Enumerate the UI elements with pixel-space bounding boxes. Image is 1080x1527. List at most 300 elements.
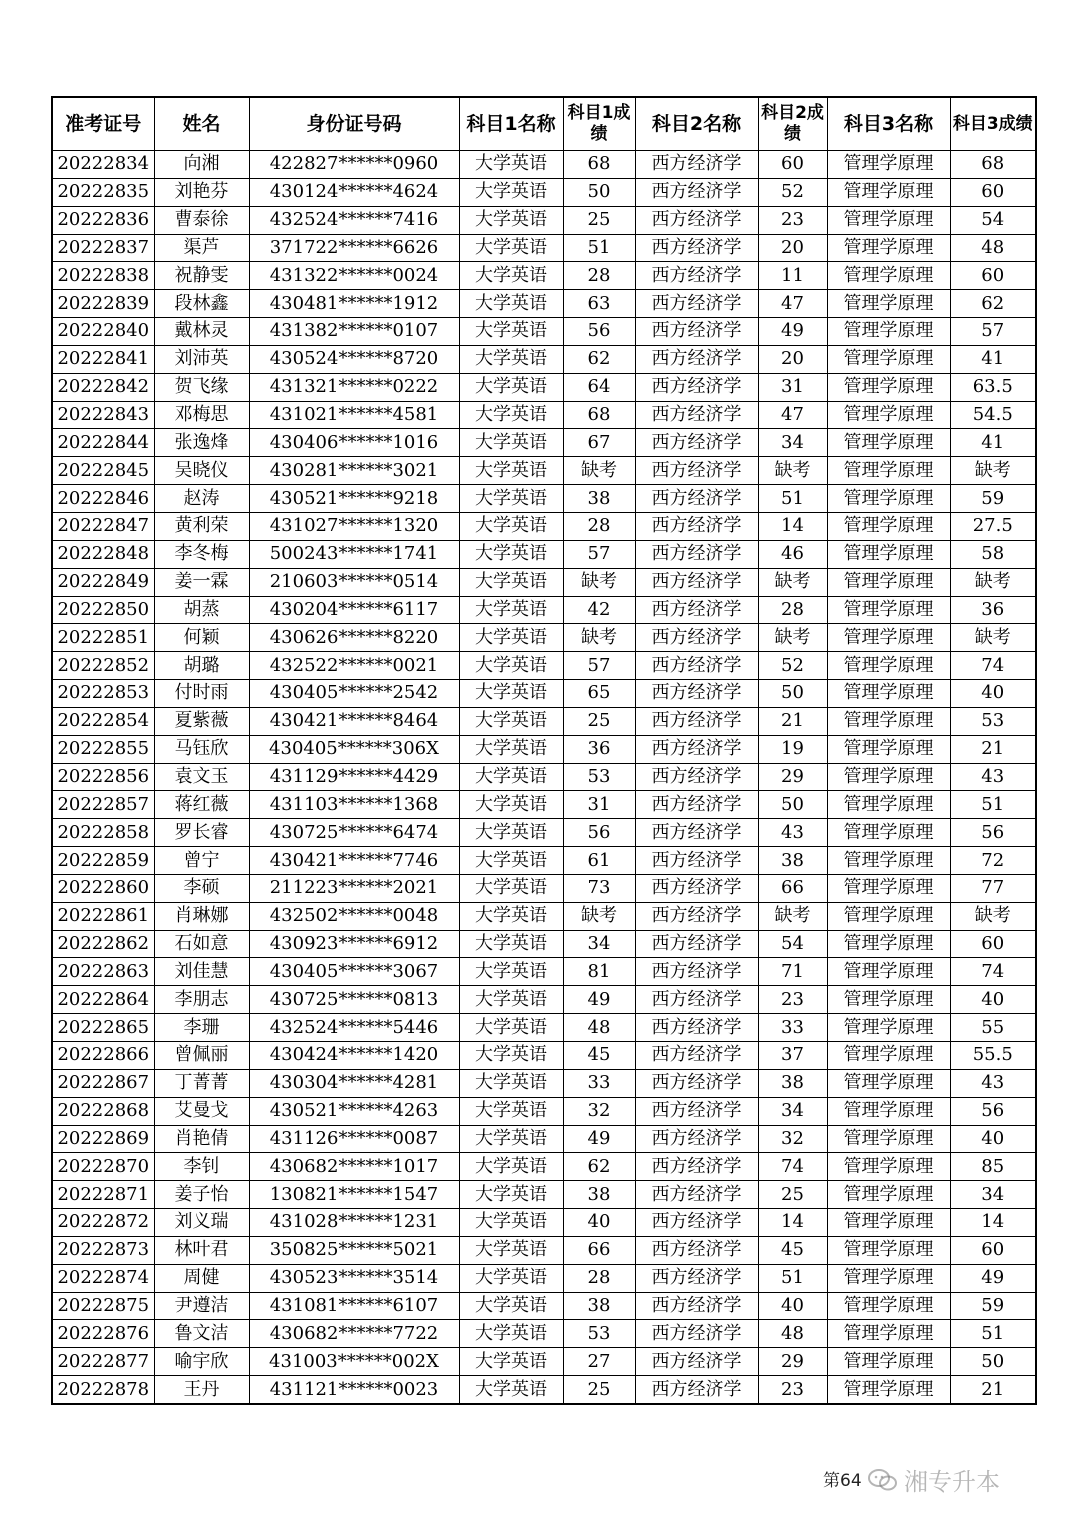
- cell-exam-id: 20222851: [52, 624, 154, 652]
- table-row: [52, 318, 1036, 346]
- cell-subject2-score: 缺考: [758, 624, 827, 652]
- cell-subject3-name: 管理学原理: [827, 206, 950, 234]
- cell-id-number: 430725******0813: [249, 986, 459, 1014]
- cell-subject1-score: 28: [563, 1264, 635, 1292]
- cell-subject2-score: 52: [758, 178, 827, 206]
- cell-subject2-name: 西方经济学: [635, 624, 758, 652]
- cell-id-number: 432524******5446: [249, 1014, 459, 1042]
- cell-subject3-name: 管理学原理: [827, 373, 950, 401]
- table-row: [52, 1069, 1036, 1097]
- cell-name: 刘义瑞: [154, 1209, 249, 1237]
- cell-subject1-name: 大学英语: [459, 234, 563, 262]
- cell-name: 渠芦: [154, 234, 249, 262]
- cell-subject3-score: 14: [950, 1209, 1036, 1237]
- cell-subject3-score: 60: [950, 930, 1036, 958]
- cell-subject1-score: 62: [563, 1153, 635, 1181]
- cell-subject1-name: 大学英语: [459, 373, 563, 401]
- cell-subject2-score: 20: [758, 234, 827, 262]
- cell-subject1-score: 34: [563, 930, 635, 958]
- header-id-number: 身份证号码: [249, 97, 459, 151]
- cell-exam-id: 20222873: [52, 1236, 154, 1264]
- cell-name: 石如意: [154, 930, 249, 958]
- cell-id-number: 430405******2542: [249, 680, 459, 708]
- cell-subject2-name: 西方经济学: [635, 902, 758, 930]
- header-subject2-score: 科目2成绩: [758, 97, 827, 151]
- cell-exam-id: 20222854: [52, 707, 154, 735]
- cell-name: 祝静雯: [154, 262, 249, 290]
- cell-subject3-name: 管理学原理: [827, 318, 950, 346]
- cell-subject1-name: 大学英语: [459, 707, 563, 735]
- cell-subject2-score: 29: [758, 763, 827, 791]
- cell-subject2-score: 74: [758, 1153, 827, 1181]
- cell-name: 李钊: [154, 1153, 249, 1181]
- cell-name: 贺飞缘: [154, 373, 249, 401]
- cell-subject1-score: 缺考: [563, 902, 635, 930]
- cell-exam-id: 20222841: [52, 345, 154, 373]
- cell-subject2-score: 20: [758, 345, 827, 373]
- cell-id-number: 430481******1912: [249, 290, 459, 318]
- cell-exam-id: 20222860: [52, 874, 154, 902]
- cell-subject1-name: 大学英语: [459, 791, 563, 819]
- cell-subject2-score: 50: [758, 680, 827, 708]
- cell-exam-id: 20222840: [52, 318, 154, 346]
- cell-id-number: 432522******0021: [249, 652, 459, 680]
- cell-subject2-name: 西方经济学: [635, 735, 758, 763]
- cell-subject2-name: 西方经济学: [635, 1181, 758, 1209]
- cell-subject2-name: 西方经济学: [635, 540, 758, 568]
- cell-id-number: 430725******6474: [249, 819, 459, 847]
- cell-name: 付时雨: [154, 680, 249, 708]
- cell-subject1-score: 45: [563, 1042, 635, 1070]
- watermark-text: 湘专升本: [904, 1468, 1000, 1496]
- cell-subject2-name: 西方经济学: [635, 345, 758, 373]
- cell-subject1-name: 大学英语: [459, 735, 563, 763]
- cell-id-number: 130821******1547: [249, 1181, 459, 1209]
- table-row: [52, 429, 1036, 457]
- cell-subject3-name: 管理学原理: [827, 958, 950, 986]
- cell-subject1-name: 大学英语: [459, 1125, 563, 1153]
- cell-subject1-score: 57: [563, 540, 635, 568]
- cell-subject3-score: 50: [950, 1348, 1036, 1376]
- cell-subject1-name: 大学英语: [459, 568, 563, 596]
- cell-subject3-name: 管理学原理: [827, 819, 950, 847]
- cell-id-number: 431121******0023: [249, 1376, 459, 1404]
- cell-subject3-name: 管理学原理: [827, 1236, 950, 1264]
- cell-id-number: 430421******8464: [249, 707, 459, 735]
- cell-subject3-score: 60: [950, 262, 1036, 290]
- cell-exam-id: 20222843: [52, 401, 154, 429]
- cell-subject3-name: 管理学原理: [827, 624, 950, 652]
- table-row: [52, 1348, 1036, 1376]
- cell-exam-id: 20222835: [52, 178, 154, 206]
- cell-exam-id: 20222866: [52, 1042, 154, 1070]
- cell-id-number: 500243******1741: [249, 540, 459, 568]
- cell-name: 何颖: [154, 624, 249, 652]
- cell-id-number: 430421******7746: [249, 847, 459, 875]
- cell-exam-id: 20222872: [52, 1209, 154, 1237]
- page-number: 第64: [823, 1471, 862, 1491]
- cell-subject2-score: 50: [758, 791, 827, 819]
- cell-id-number: 430405******306X: [249, 735, 459, 763]
- header-subject2-name: 科目2名称: [635, 97, 758, 151]
- cell-subject3-score: 缺考: [950, 457, 1036, 485]
- cell-subject2-score: 34: [758, 429, 827, 457]
- cell-subject1-name: 大学英语: [459, 1292, 563, 1320]
- cell-subject2-score: 66: [758, 874, 827, 902]
- table-row: [52, 540, 1036, 568]
- cell-name: 李朋志: [154, 986, 249, 1014]
- cell-name: 戴林灵: [154, 318, 249, 346]
- header-subject3-score: 科目3成绩: [950, 97, 1036, 151]
- cell-subject1-score: 65: [563, 680, 635, 708]
- cell-subject2-score: 23: [758, 986, 827, 1014]
- cell-subject2-score: 71: [758, 958, 827, 986]
- table-row: [52, 262, 1036, 290]
- cell-name: 姜子怡: [154, 1181, 249, 1209]
- cell-exam-id: 20222859: [52, 847, 154, 875]
- table-row: [52, 958, 1036, 986]
- cell-subject1-score: 67: [563, 429, 635, 457]
- cell-subject2-score: 14: [758, 1209, 827, 1237]
- table-row: [52, 847, 1036, 875]
- cell-subject3-name: 管理学原理: [827, 1376, 950, 1404]
- cell-subject1-name: 大学英语: [459, 540, 563, 568]
- cell-subject2-score: 33: [758, 1014, 827, 1042]
- cell-subject2-score: 48: [758, 1320, 827, 1348]
- wechat-icon: [868, 1468, 898, 1492]
- cell-subject2-name: 西方经济学: [635, 568, 758, 596]
- table-row: [52, 290, 1036, 318]
- cell-id-number: 431321******0222: [249, 373, 459, 401]
- cell-subject3-score: 40: [950, 680, 1036, 708]
- cell-name: 曹泰徐: [154, 206, 249, 234]
- cell-id-number: 430424******1420: [249, 1042, 459, 1070]
- cell-subject1-name: 大学英语: [459, 1097, 563, 1125]
- cell-subject2-score: 11: [758, 262, 827, 290]
- cell-subject3-score: 缺考: [950, 902, 1036, 930]
- cell-name: 刘佳慧: [154, 958, 249, 986]
- cell-subject1-name: 大学英语: [459, 151, 563, 179]
- table-row: [52, 373, 1036, 401]
- cell-subject2-score: 23: [758, 1376, 827, 1404]
- cell-subject2-score: 23: [758, 206, 827, 234]
- cell-subject3-score: 43: [950, 763, 1036, 791]
- cell-subject2-name: 西方经济学: [635, 512, 758, 540]
- cell-subject2-name: 西方经济学: [635, 930, 758, 958]
- cell-subject3-name: 管理学原理: [827, 345, 950, 373]
- cell-subject3-name: 管理学原理: [827, 791, 950, 819]
- cell-id-number: 430523******3514: [249, 1264, 459, 1292]
- cell-subject3-score: 85: [950, 1153, 1036, 1181]
- cell-subject3-name: 管理学原理: [827, 930, 950, 958]
- cell-subject3-score: 68: [950, 151, 1036, 179]
- table-body: [52, 151, 1036, 1404]
- cell-id-number: 431027******1320: [249, 512, 459, 540]
- cell-exam-id: 20222849: [52, 568, 154, 596]
- cell-subject1-score: 73: [563, 874, 635, 902]
- cell-name: 鲁文洁: [154, 1320, 249, 1348]
- cell-name: 罗长睿: [154, 819, 249, 847]
- cell-exam-id: 20222838: [52, 262, 154, 290]
- cell-subject1-score: 31: [563, 791, 635, 819]
- cell-subject2-score: 缺考: [758, 902, 827, 930]
- cell-name: 曾佩丽: [154, 1042, 249, 1070]
- cell-subject3-name: 管理学原理: [827, 1264, 950, 1292]
- cell-id-number: 430626******8220: [249, 624, 459, 652]
- cell-subject1-name: 大学英语: [459, 1153, 563, 1181]
- cell-subject2-name: 西方经济学: [635, 680, 758, 708]
- cell-subject2-score: 52: [758, 652, 827, 680]
- cell-subject1-score: 68: [563, 151, 635, 179]
- cell-subject1-score: 36: [563, 735, 635, 763]
- cell-subject3-name: 管理学原理: [827, 1125, 950, 1153]
- cell-subject2-score: 54: [758, 930, 827, 958]
- cell-subject1-name: 大学英语: [459, 457, 563, 485]
- table-row: [52, 791, 1036, 819]
- cell-subject1-name: 大学英语: [459, 930, 563, 958]
- cell-subject1-name: 大学英语: [459, 874, 563, 902]
- table-row: [52, 763, 1036, 791]
- cell-subject3-score: 40: [950, 986, 1036, 1014]
- cell-subject3-score: 54.5: [950, 401, 1036, 429]
- cell-subject3-score: 59: [950, 1292, 1036, 1320]
- table-row: [52, 1292, 1036, 1320]
- cell-subject2-score: 31: [758, 373, 827, 401]
- cell-name: 张逸烽: [154, 429, 249, 457]
- cell-subject2-name: 西方经济学: [635, 958, 758, 986]
- cell-subject2-score: 38: [758, 847, 827, 875]
- cell-id-number: 430682******7722: [249, 1320, 459, 1348]
- cell-exam-id: 20222853: [52, 680, 154, 708]
- cell-subject3-name: 管理学原理: [827, 1069, 950, 1097]
- cell-name: 李硕: [154, 874, 249, 902]
- cell-subject1-name: 大学英语: [459, 318, 563, 346]
- cell-subject1-name: 大学英语: [459, 401, 563, 429]
- cell-subject3-name: 管理学原理: [827, 1181, 950, 1209]
- cell-subject2-name: 西方经济学: [635, 652, 758, 680]
- cell-subject2-name: 西方经济学: [635, 707, 758, 735]
- cell-id-number: 430406******1016: [249, 429, 459, 457]
- table-row: [52, 345, 1036, 373]
- cell-subject3-name: 管理学原理: [827, 680, 950, 708]
- cell-subject3-score: 51: [950, 791, 1036, 819]
- cell-subject3-name: 管理学原理: [827, 401, 950, 429]
- cell-name: 向湘: [154, 151, 249, 179]
- cell-subject1-name: 大学英语: [459, 680, 563, 708]
- cell-subject1-score: 25: [563, 707, 635, 735]
- cell-name: 艾曼戈: [154, 1097, 249, 1125]
- cell-subject1-name: 大学英语: [459, 345, 563, 373]
- cell-name: 马钰欣: [154, 735, 249, 763]
- cell-subject1-name: 大学英语: [459, 1209, 563, 1237]
- cell-subject2-score: 14: [758, 512, 827, 540]
- table-row: [52, 1236, 1036, 1264]
- cell-subject1-score: 38: [563, 1292, 635, 1320]
- cell-name: 肖艳倩: [154, 1125, 249, 1153]
- cell-id-number: 211223******2021: [249, 874, 459, 902]
- cell-id-number: 430304******4281: [249, 1069, 459, 1097]
- cell-name: 夏紫薇: [154, 707, 249, 735]
- cell-subject2-name: 西方经济学: [635, 763, 758, 791]
- cell-subject1-score: 32: [563, 1097, 635, 1125]
- table-row: [52, 1264, 1036, 1292]
- cell-id-number: 431126******0087: [249, 1125, 459, 1153]
- cell-subject2-name: 西方经济学: [635, 874, 758, 902]
- cell-subject3-name: 管理学原理: [827, 1292, 950, 1320]
- cell-subject3-name: 管理学原理: [827, 986, 950, 1014]
- cell-subject2-name: 西方经济学: [635, 206, 758, 234]
- cell-subject2-name: 西方经济学: [635, 318, 758, 346]
- cell-subject3-name: 管理学原理: [827, 429, 950, 457]
- cell-subject2-name: 西方经济学: [635, 1292, 758, 1320]
- cell-id-number: 431322******0024: [249, 262, 459, 290]
- cell-subject1-name: 大学英语: [459, 1014, 563, 1042]
- cell-subject3-name: 管理学原理: [827, 847, 950, 875]
- cell-subject3-score: 40: [950, 1125, 1036, 1153]
- cell-id-number: 422827******0960: [249, 151, 459, 179]
- cell-id-number: 430405******3067: [249, 958, 459, 986]
- cell-name: 吴晓仪: [154, 457, 249, 485]
- cell-subject1-score: 51: [563, 234, 635, 262]
- cell-subject2-name: 西方经济学: [635, 1320, 758, 1348]
- cell-exam-id: 20222874: [52, 1264, 154, 1292]
- cell-name: 尹遵洁: [154, 1292, 249, 1320]
- table-row: [52, 735, 1036, 763]
- cell-exam-id: 20222868: [52, 1097, 154, 1125]
- cell-subject3-name: 管理学原理: [827, 568, 950, 596]
- cell-subject1-score: 61: [563, 847, 635, 875]
- cell-subject1-score: 62: [563, 345, 635, 373]
- cell-subject3-score: 74: [950, 958, 1036, 986]
- cell-id-number: 431103******1368: [249, 791, 459, 819]
- cell-exam-id: 20222836: [52, 206, 154, 234]
- cell-exam-id: 20222869: [52, 1125, 154, 1153]
- table-row: [52, 151, 1036, 179]
- cell-subject3-score: 72: [950, 847, 1036, 875]
- cell-exam-id: 20222850: [52, 596, 154, 624]
- cell-subject2-name: 西方经济学: [635, 1264, 758, 1292]
- cell-subject2-name: 西方经济学: [635, 1153, 758, 1181]
- cell-subject2-score: 缺考: [758, 568, 827, 596]
- cell-subject1-score: 38: [563, 1181, 635, 1209]
- cell-subject2-name: 西方经济学: [635, 1097, 758, 1125]
- cell-subject1-score: 57: [563, 652, 635, 680]
- cell-subject1-name: 大学英语: [459, 429, 563, 457]
- cell-id-number: 431028******1231: [249, 1209, 459, 1237]
- cell-subject2-score: 21: [758, 707, 827, 735]
- cell-subject1-name: 大学英语: [459, 958, 563, 986]
- cell-subject1-score: 63: [563, 290, 635, 318]
- cell-subject2-score: 43: [758, 819, 827, 847]
- cell-subject2-name: 西方经济学: [635, 1042, 758, 1070]
- table-row: [52, 401, 1036, 429]
- cell-subject2-name: 西方经济学: [635, 1014, 758, 1042]
- cell-name: 蒋红薇: [154, 791, 249, 819]
- cell-subject3-score: 41: [950, 429, 1036, 457]
- cell-subject2-name: 西方经济学: [635, 234, 758, 262]
- cell-subject3-score: 58: [950, 540, 1036, 568]
- cell-exam-id: 20222877: [52, 1348, 154, 1376]
- cell-subject3-score: 60: [950, 1236, 1036, 1264]
- cell-subject1-score: 56: [563, 318, 635, 346]
- header-subject1-name: 科目1名称: [459, 97, 563, 151]
- cell-subject2-score: 60: [758, 151, 827, 179]
- cell-subject2-name: 西方经济学: [635, 1125, 758, 1153]
- cell-subject3-name: 管理学原理: [827, 596, 950, 624]
- cell-name: 李珊: [154, 1014, 249, 1042]
- table-row: [52, 1209, 1036, 1237]
- cell-id-number: 210603******0514: [249, 568, 459, 596]
- cell-id-number: 371722******6626: [249, 234, 459, 262]
- cell-subject3-score: 缺考: [950, 568, 1036, 596]
- header-row: [52, 97, 1036, 151]
- cell-name: 赵涛: [154, 485, 249, 513]
- cell-exam-id: 20222847: [52, 512, 154, 540]
- cell-subject2-name: 西方经济学: [635, 429, 758, 457]
- cell-exam-id: 20222856: [52, 763, 154, 791]
- cell-subject3-score: 21: [950, 1376, 1036, 1404]
- cell-subject2-score: 51: [758, 1264, 827, 1292]
- table-row: [52, 707, 1036, 735]
- cell-subject2-score: 45: [758, 1236, 827, 1264]
- cell-subject2-score: 49: [758, 318, 827, 346]
- cell-exam-id: 20222878: [52, 1376, 154, 1404]
- table-row: [52, 1125, 1036, 1153]
- cell-subject3-score: 48: [950, 234, 1036, 262]
- cell-exam-id: 20222834: [52, 151, 154, 179]
- cell-id-number: 430521******9218: [249, 485, 459, 513]
- cell-subject1-score: 53: [563, 1320, 635, 1348]
- cell-subject1-name: 大学英语: [459, 652, 563, 680]
- table-row: [52, 819, 1036, 847]
- cell-subject1-name: 大学英语: [459, 1042, 563, 1070]
- cell-id-number: 431129******4429: [249, 763, 459, 791]
- cell-id-number: 431382******0107: [249, 318, 459, 346]
- cell-subject1-name: 大学英语: [459, 902, 563, 930]
- cell-subject2-score: 19: [758, 735, 827, 763]
- cell-subject1-score: 53: [563, 763, 635, 791]
- header-exam-id: 准考证号: [52, 97, 154, 151]
- cell-subject3-name: 管理学原理: [827, 902, 950, 930]
- cell-subject3-name: 管理学原理: [827, 485, 950, 513]
- table-row: [52, 930, 1036, 958]
- cell-subject2-name: 西方经济学: [635, 401, 758, 429]
- cell-subject2-score: 51: [758, 485, 827, 513]
- header-name: 姓名: [154, 97, 249, 151]
- table-row: [52, 457, 1036, 485]
- cell-id-number: 430524******8720: [249, 345, 459, 373]
- cell-subject1-score: 25: [563, 206, 635, 234]
- cell-subject3-score: 57: [950, 318, 1036, 346]
- cell-subject3-score: 27.5: [950, 512, 1036, 540]
- table-row: [52, 485, 1036, 513]
- cell-subject2-score: 34: [758, 1097, 827, 1125]
- cell-id-number: 430923******6912: [249, 930, 459, 958]
- cell-subject1-score: 28: [563, 512, 635, 540]
- cell-subject1-score: 42: [563, 596, 635, 624]
- cell-subject1-name: 大学英语: [459, 485, 563, 513]
- cell-name: 王丹: [154, 1376, 249, 1404]
- cell-subject2-name: 西方经济学: [635, 485, 758, 513]
- cell-subject3-name: 管理学原理: [827, 151, 950, 179]
- table-row: [52, 1376, 1036, 1404]
- cell-id-number: 431081******6107: [249, 1292, 459, 1320]
- cell-subject1-name: 大学英语: [459, 1320, 563, 1348]
- cell-subject2-score: 32: [758, 1125, 827, 1153]
- cell-exam-id: 20222864: [52, 986, 154, 1014]
- cell-subject1-name: 大学英语: [459, 1181, 563, 1209]
- cell-exam-id: 20222865: [52, 1014, 154, 1042]
